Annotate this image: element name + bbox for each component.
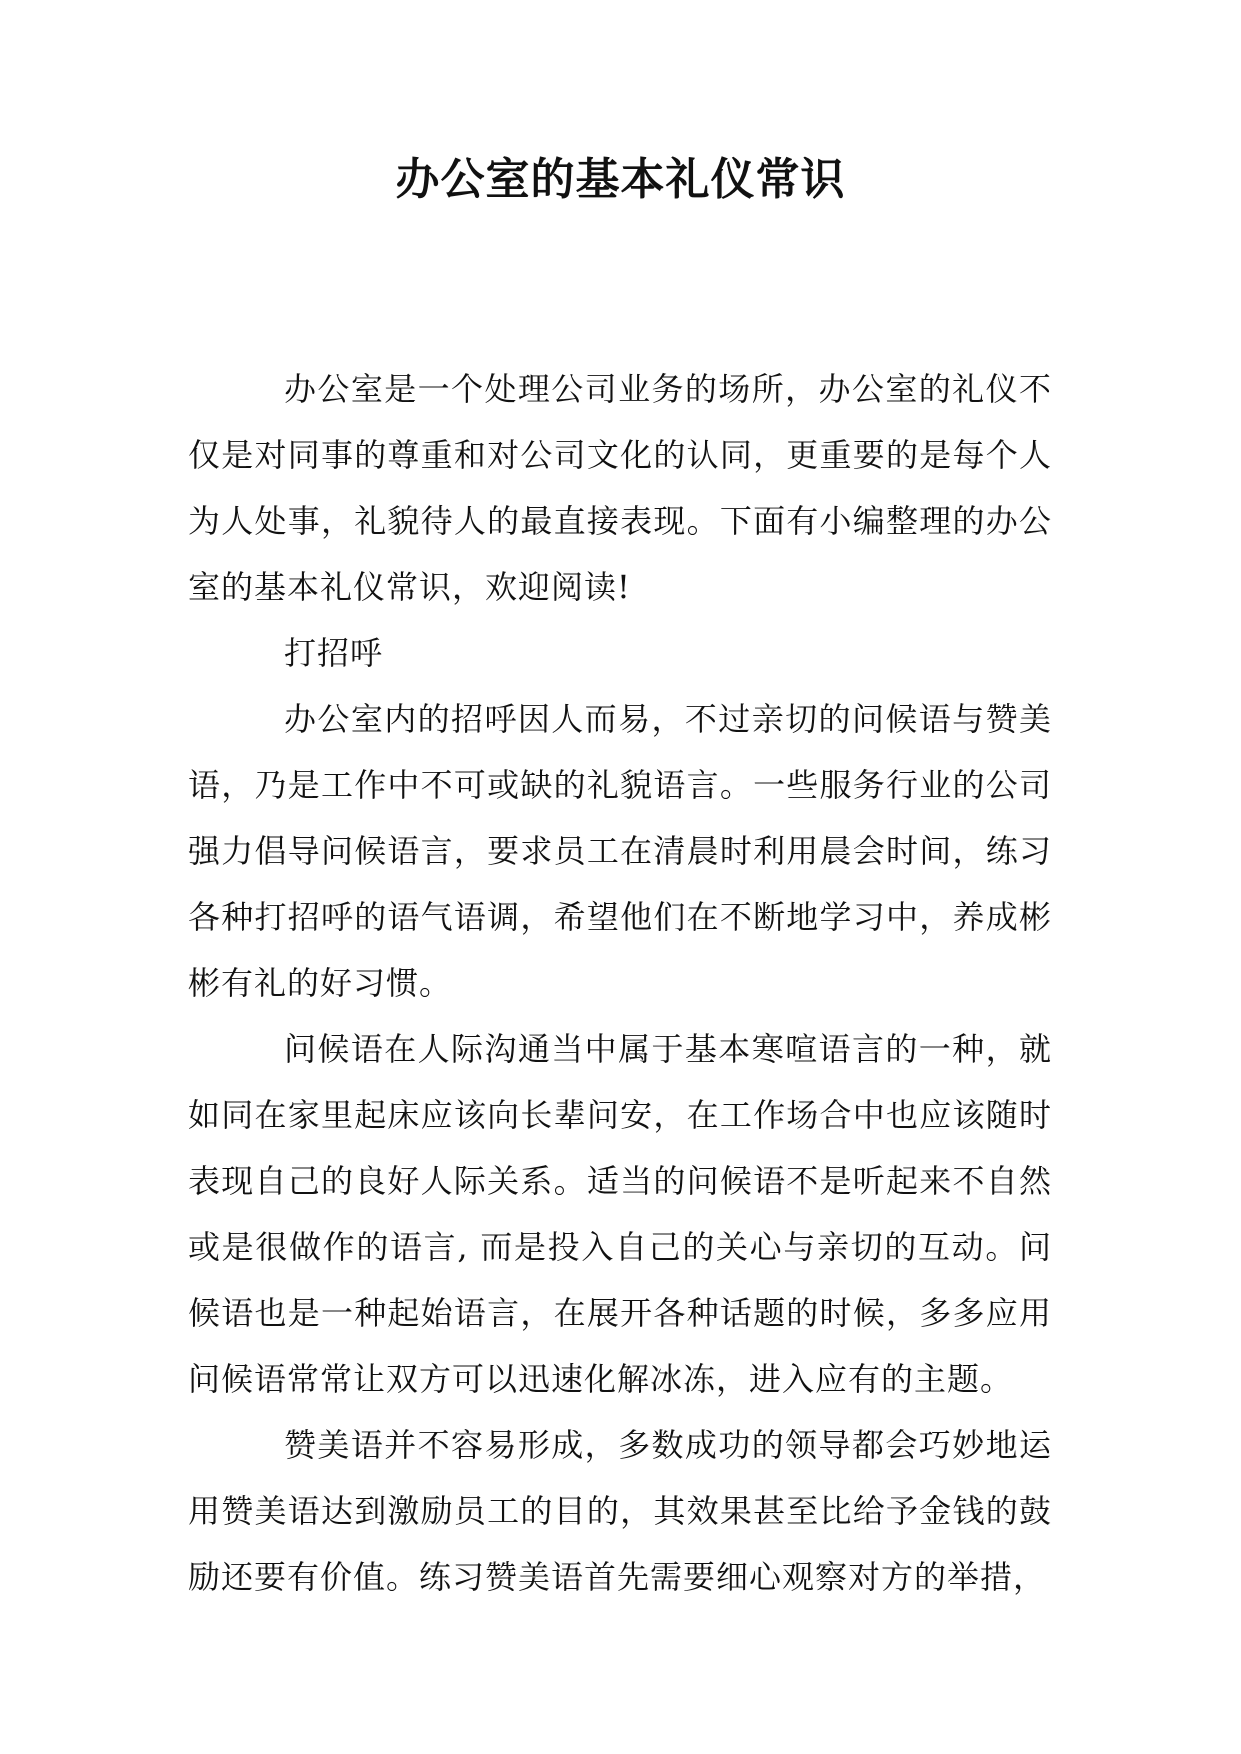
- praise-words-paragraph: 赞美语并不容易形成，多数成功的领导都会巧妙地运用赞美语达到激励员工的目的，其效果甚至比给予金钱的鼓励还要有价值。练习赞美语首先需要细心观察对方的举措，: [188, 1426, 1052, 1596]
- greeting-paragraph: 办公室内的招呼因人而易，不过亲切的问候语与赞美语，乃是工作中不可或缺的礼貌语言。一些服务行业的公司强力倡导问候语言，要求员工在清晨时利用晨会时间，练习各种打招呼的语气语调，希望他们在不断地学习中，养成彬彬有礼的好习惯。: [188, 700, 1052, 1002]
- document-title: 办公室的基本礼仪常识: [395, 154, 846, 205]
- intro-paragraph: 办公室是一个处理公司业务的场所，办公室的礼仪不仅是对同事的尊重和对公司文化的认同，更重要的是每个人为人处事，礼貌待人的最直接表现。下面有小编整理的办公室的基本礼仪常识，欢迎阅读!: [188, 370, 1052, 606]
- section-heading-greeting: 打招呼: [284, 634, 384, 672]
- document-body: [188, 356, 1052, 1610]
- greeting-words-paragraph: 问候语在人际沟通当中属于基本寒喧语言的一种，就如同在家里起床应该向长辈问安，在工作场合中也应该随时表现自己的良好人际关系。适当的问候语不是听起来不自然或是很做作的语言, 而是投入自己的关心与亲切的互动。问候语也是一种起始语言，在展开各种话题的时候，多多应用问候语常常让双方可以迅速化解冰冻，进入应有的主题。: [188, 1030, 1052, 1398]
